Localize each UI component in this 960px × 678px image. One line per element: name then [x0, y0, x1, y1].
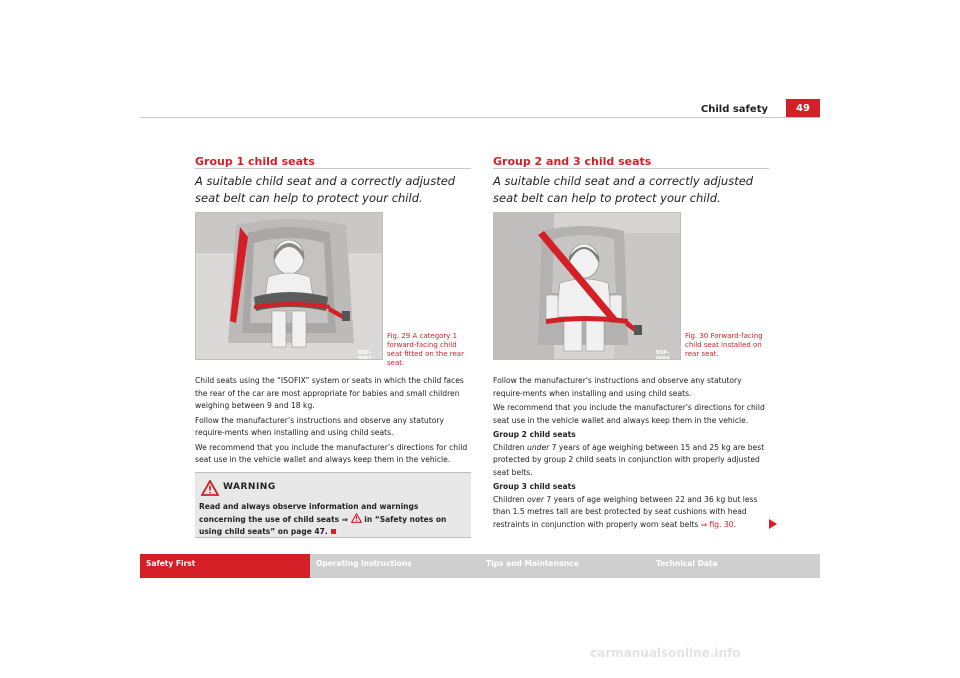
continue-arrow-icon [768, 519, 778, 529]
warning-heading: WARNING [223, 482, 276, 492]
text-part: Children [493, 494, 528, 504]
running-header-title: Child safety [700, 104, 768, 115]
warning-box [195, 472, 471, 538]
group2-paragraph: Follow the manufacturer's instructions and observe any statutory require-ments when installing and using child seats. [493, 376, 742, 398]
group3-subheading: Group 3 child seats [493, 482, 576, 491]
warning-text [199, 501, 467, 538]
warning-triangle-inline-icon [351, 513, 362, 523]
warning-text-part: in “Safety notes on using child seats” on page 47. [199, 515, 447, 536]
text-emphasis: under [527, 442, 550, 452]
section-end-marker-icon [331, 529, 336, 534]
group2-intro: A suitable child seat and a correctly adjusted seat belt can help to protect your child. [493, 174, 754, 205]
footer-tab-safety-first[interactable]: Safety First [140, 554, 310, 578]
figure-30-caption: Fig. 30 Forward-facing child seat installed on rear seat. [685, 332, 763, 358]
group2-heading-rule [493, 168, 769, 169]
footer-tab-operating-instructions[interactable]: Operating instructions [310, 554, 480, 578]
figure-30-code: B5P-0064 [656, 350, 670, 360]
group1-paragraph: Follow the manufacturer’s instructions and observe any statutory require-ments when installing and using child seats. [195, 415, 444, 437]
text-part: 7 years of age weighing between 22 and 36 kg but less than 1.5 metres tall are best protected by seat cushions with head restraints in conjunction with properly worn seat belts [493, 494, 758, 529]
figure-29-illustration [195, 212, 383, 360]
group1-heading-rule [195, 168, 471, 169]
page-number: 49 [786, 99, 820, 118]
group1-paragraph: Child seats using the “ISOFIX” system or seats in which the child faces the rear of the car are most appropriate for babies and small children weighing between 9 and 18 kg. [195, 376, 464, 410]
footer-tab-technical-data[interactable]: Technical Data [650, 554, 820, 578]
text-part: Children [493, 442, 528, 452]
footer-navigation [140, 554, 820, 578]
group2-paragraph [493, 442, 769, 480]
group1-heading: Group 1 child seats [195, 155, 315, 168]
group2-body [493, 375, 769, 533]
header-rule [140, 117, 820, 118]
warning-triangle-icon [201, 480, 219, 496]
group2-subheading: Group 2 child seats [493, 430, 576, 439]
group2-heading: Group 2 and 3 child seats [493, 155, 652, 168]
footer-tab-tips-and-maintenance[interactable]: Tips and Maintenance [480, 554, 650, 578]
figure-29-code: B5P-0063 [358, 350, 372, 360]
group1-body [195, 375, 471, 469]
figure-30-illustration [493, 212, 681, 360]
figure-30-link[interactable]: ⇒ fig. 30 [700, 519, 734, 529]
text-part: 7 years of age weighing between 15 and 25 kg are best protected by group 2 child seats in conjunction with properly adjusted seat belts. [493, 442, 765, 477]
group1-paragraph: We recommend that you include the manufacturer’s directions for child seat use in the vehicle wallet and always keep them in the vehicle. [195, 442, 468, 464]
figure-29-caption: Fig. 29 A category 1 forward-facing child seat fitted on the rear seat. [387, 332, 464, 367]
text-emphasis: over [527, 494, 544, 504]
warning-text-part: Read and always observe information and warnings concerning the use of child seats ⇒ [199, 502, 419, 524]
group3-paragraph [493, 494, 769, 532]
text-part: . [733, 519, 737, 529]
watermark: carmanualsonline.info [590, 646, 741, 660]
group2-paragraph: We recommend that you include the manufacturer's directions for child seat use in the vehicle wallet and always keep them in the vehicle. [493, 403, 765, 425]
group1-intro: A suitable child seat and a correctly adjusted seat belt can help to protect your child. [195, 174, 456, 205]
